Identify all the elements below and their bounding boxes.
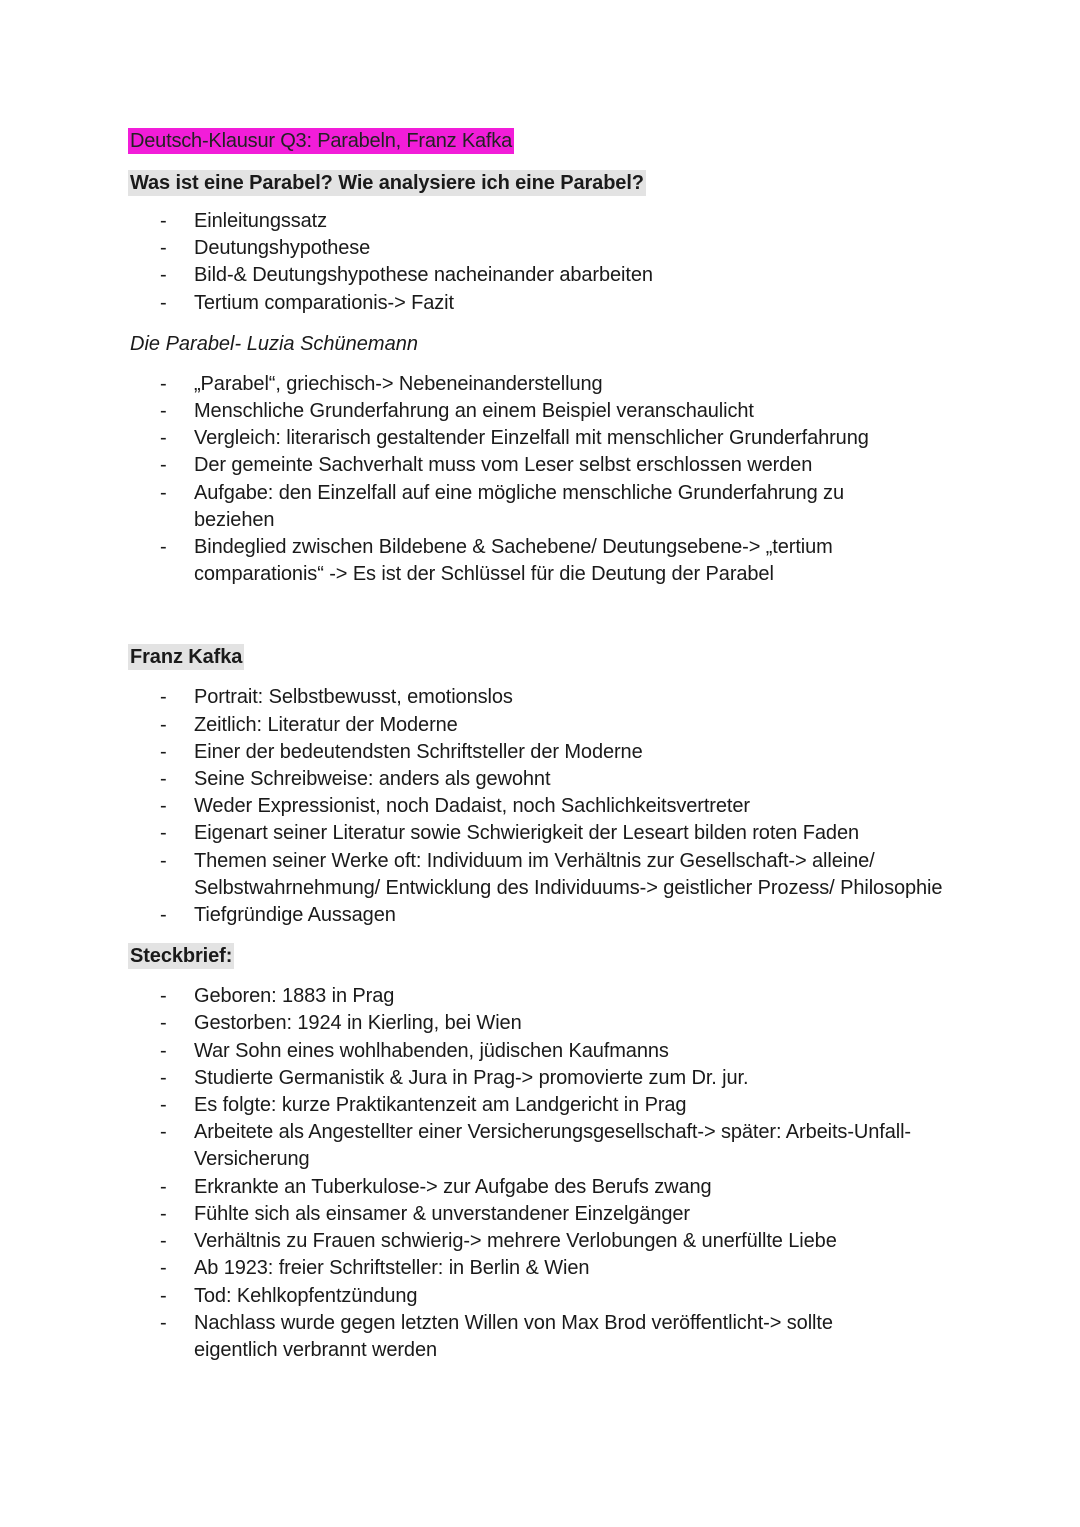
list-item: - Ab 1923: freier Schriftsteller: in Berlin & Wien [128,1255,968,1282]
list-item: - Aufgabe: den Einzelfall auf eine mögliche menschliche Grunderfahrung zu beziehen [128,480,968,534]
list-item: - Einer der bedeutendsten Schriftsteller der Moderne [128,739,968,766]
list-item: - Es folgte: kurze Praktikantenzeit am Landgericht in Prag [128,1092,968,1119]
list-item: - Tod: Kehlkopfentzündung [128,1283,968,1310]
list-kafka [128,684,968,929]
list-item: - Themen seiner Werke oft: Individuum im Verhältnis zur Gesellschaft-> alleine/ Selbstwahrnehmung/ Entwicklung des Individuums-> geistlicher Prozess/ Philosophie [128,848,968,902]
list-item: - Gestorben: 1924 in Kierling, bei Wien [128,1010,968,1037]
list-item: - „Parabel“, griechisch-> Nebeneinanderstellung [128,371,968,398]
list-item: - Tiefgründige Aussagen [128,902,968,929]
list-item: - Bindeglied zwischen Bildebene & Sachebene/ Deutungsebene-> „tertium comparationis“ -> Es ist der Schlüssel für die Deutung der Parabel [128,534,968,588]
subheading-parabel-definition: Die Parabel- Luzia Schünemann [130,332,418,355]
list-item: - Der gemeinte Sachverhalt muss vom Leser selbst erschlossen werden [128,452,968,479]
list-item: - Deutungshypothese [128,235,968,262]
heading-parabel-analysis: Was ist eine Parabel? Wie analysiere ich eine Parabel? [130,172,644,194]
list-item: - Portrait: Selbstbewusst, emotionslos [128,684,968,711]
heading-kafka: Franz Kafka [130,646,243,669]
document-content [128,128,968,1364]
list-item: - Einleitungssatz [128,208,968,235]
list-item: - Bild-& Deutungshypothese nacheinander abarbeiten [128,262,968,289]
list-steckbrief [128,983,968,1364]
list-parabel-definition [128,371,968,589]
list-item: - Nachlass wurde gegen letzten Willen von Max Brod veröffentlicht-> sollte eigentlich verbrannt werden [128,1310,968,1364]
list-item: - Arbeitete als Angestellter einer Versicherungsgesellschaft-> später: Arbeits-Unfall-Versicherung [128,1119,968,1173]
list-item: - Geboren: 1883 in Prag [128,983,968,1010]
list-item: - Weder Expressionist, noch Dadaist, noch Sachlichkeitsvertreter [128,793,968,820]
list-item: - War Sohn eines wohlhabenden, jüdischen Kaufmanns [128,1038,968,1065]
list-item: - Tertium comparationis-> Fazit [128,290,968,317]
list-item: - Studierte Germanistik & Jura in Prag-> promovierte zum Dr. jur. [128,1065,968,1092]
list-item: - Menschliche Grunderfahrung an einem Beispiel veranschaulicht [128,398,968,425]
list-parabel-analysis [128,208,968,317]
document-title: Deutsch-Klausur Q3: Parabeln, Franz Kafka [130,130,512,152]
heading-steckbrief: Steckbrief: [130,945,233,968]
list-item: - Vergleich: literarisch gestaltender Einzelfall mit menschlicher Grunderfahrung [128,425,968,452]
list-item: - Zeitlich: Literatur der Moderne [128,712,968,739]
list-item: - Verhältnis zu Frauen schwierig-> mehrere Verlobungen & unerfüllte Liebe [128,1228,968,1255]
list-item: - Seine Schreibweise: anders als gewohnt [128,766,968,793]
list-item: - Eigenart seiner Literatur sowie Schwierigkeit der Leseart bilden roten Faden [128,820,968,847]
list-item: - Erkrankte an Tuberkulose-> zur Aufgabe des Berufs zwang [128,1174,968,1201]
list-item: - Fühlte sich als einsamer & unverstandener Einzelgänger [128,1201,968,1228]
